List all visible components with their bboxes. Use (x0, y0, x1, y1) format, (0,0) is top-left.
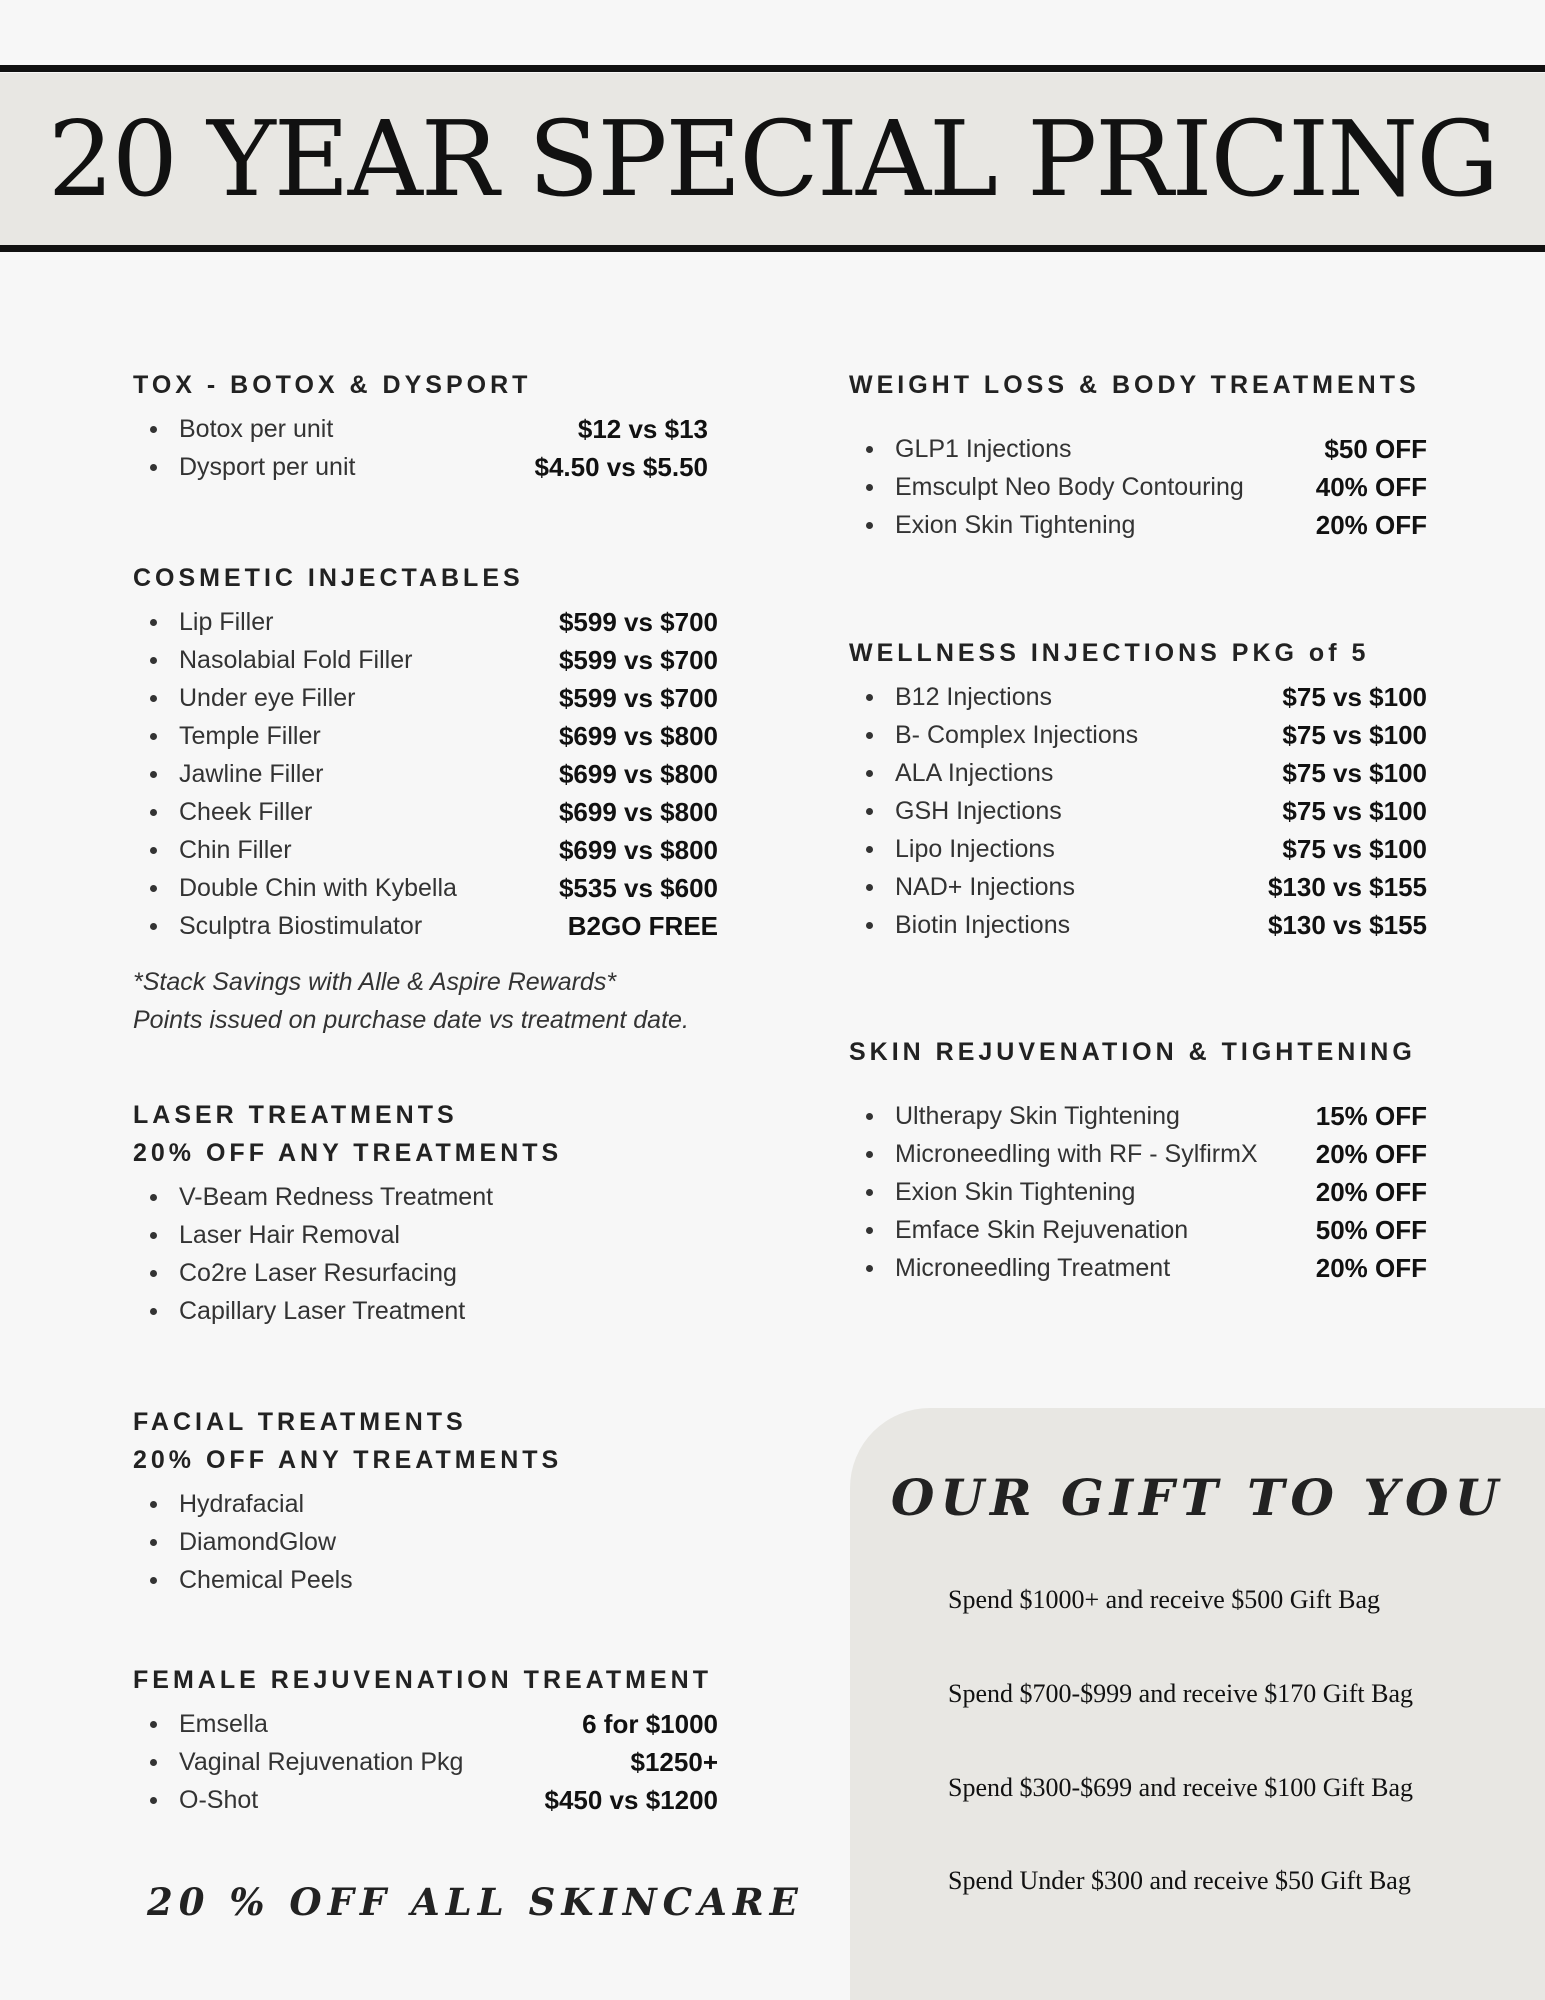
cosmetic-list (133, 603, 718, 945)
item-label: Lip Filler (179, 607, 274, 636)
gift-tier: Spend $1000+ and receive $500 Gift Bag (948, 1585, 1381, 1614)
item-label: Chemical Peels (179, 1565, 353, 1594)
item-price: 20% OFF (1315, 509, 1427, 540)
item-price: 20% OFF (1315, 1176, 1427, 1207)
list-item (133, 410, 708, 448)
item-price: 20% OFF (1315, 1138, 1427, 1169)
facial-section (133, 1403, 718, 1599)
cosmetic-section (133, 559, 718, 1039)
item-label: Co2re Laser Resurfacing (179, 1258, 457, 1287)
list-item (849, 1249, 1427, 1287)
item-price: $699 vs $800 (558, 720, 718, 751)
list-item (849, 1135, 1427, 1173)
list-item (849, 430, 1427, 468)
item-price: 40% OFF (1315, 471, 1427, 502)
gift-tier: Spend $700-$999 and receive $170 Gift Bag (948, 1679, 1414, 1708)
item-label: Chin Filler (179, 835, 292, 864)
list-item (849, 468, 1427, 506)
list-item (133, 641, 718, 679)
list-item (133, 869, 718, 907)
female-title: FEMALE REJUVENATION TREATMENT (133, 1666, 712, 1694)
top-rule (0, 65, 1545, 72)
item-label: Microneedling with RF - SylfirmX (895, 1139, 1258, 1168)
tox-list (133, 410, 708, 486)
list-item (133, 1485, 718, 1523)
weight-title: WEIGHT LOSS & BODY TREATMENTS (849, 371, 1420, 399)
item-price: $450 vs $1200 (544, 1784, 718, 1815)
list-item (133, 1705, 718, 1743)
item-label: Exion Skin Tightening (895, 1177, 1136, 1206)
item-label: Ultherapy Skin Tightening (895, 1101, 1180, 1130)
item-price: $699 vs $800 (558, 796, 718, 827)
item-label: Microneedling Treatment (895, 1253, 1171, 1282)
page-title: 20 YEAR SPECIAL PRICING (47, 98, 1498, 220)
item-price: 20% OFF (1315, 1252, 1427, 1283)
facial-subtitle: 20% OFF ANY TREATMENTS (133, 1446, 563, 1474)
gift-tier: Spend Under $300 and receive $50 Gift Bag (948, 1866, 1411, 1895)
note-line: *Stack Savings with Alle & Aspire Rewards* (133, 968, 617, 996)
list-item (133, 831, 718, 869)
item-price: 6 for $1000 (582, 1708, 718, 1739)
item-price: $12 vs $13 (577, 413, 708, 444)
list-item (133, 1216, 718, 1254)
note-line: Points issued on purchase date vs treatment date. (133, 1006, 689, 1034)
item-label: Dysport per unit (179, 452, 356, 481)
item-label: Exion Skin Tightening (895, 510, 1136, 539)
skincare-offer: 20 % OFF ALL SKINCARE (147, 1880, 804, 1924)
title-banner (0, 73, 1545, 245)
item-label: Laser Hair Removal (179, 1220, 400, 1249)
item-price: $130 vs $155 (1267, 871, 1427, 902)
item-price: $50 OFF (1324, 433, 1427, 464)
item-label: Biotin Injections (895, 910, 1071, 939)
item-label: Temple Filler (179, 721, 321, 750)
list-item (849, 792, 1427, 830)
tox-title: TOX - BOTOX & DYSPORT (133, 371, 532, 399)
laser-section (133, 1096, 718, 1330)
item-price: $75 vs $100 (1282, 833, 1427, 864)
item-label: B- Complex Injections (895, 720, 1139, 749)
list-item (133, 1523, 718, 1561)
facial-list (133, 1485, 718, 1599)
item-label: Emface Skin Rejuvenation (895, 1215, 1189, 1244)
wellness-title: WELLNESS INJECTIONS PKG of 5 (849, 639, 1370, 667)
item-price: $535 vs $600 (558, 872, 718, 903)
item-label: Jawline Filler (179, 759, 324, 788)
item-price: 50% OFF (1315, 1214, 1427, 1245)
list-item (133, 1178, 718, 1216)
list-item (849, 830, 1427, 868)
laser-subtitle: 20% OFF ANY TREATMENTS (133, 1139, 563, 1167)
list-item (133, 1743, 718, 1781)
list-item (133, 717, 718, 755)
skin-list (849, 1097, 1427, 1287)
item-label: Sculptra Biostimulator (179, 911, 423, 940)
female-section (133, 1661, 718, 1819)
list-item (849, 1097, 1427, 1135)
weight-section (849, 366, 1427, 544)
item-label: Emsella (179, 1709, 268, 1738)
item-label: Nasolabial Fold Filler (179, 645, 413, 674)
tox-section (133, 366, 708, 486)
item-label: NAD+ Injections (895, 872, 1075, 901)
gift-tier: Spend $300-$699 and receive $100 Gift Bag (948, 1773, 1414, 1802)
item-label: Hydrafacial (179, 1489, 305, 1518)
item-label: Emsculpt Neo Body Contouring (895, 472, 1244, 501)
list-item (133, 448, 708, 486)
item-label: B12 Injections (895, 682, 1053, 711)
item-label: V-Beam Redness Treatment (179, 1182, 494, 1211)
facial-title: FACIAL TREATMENTS (133, 1408, 467, 1436)
item-label: Lipo Injections (895, 834, 1055, 863)
wellness-section (849, 634, 1427, 944)
item-label: DiamondGlow (179, 1527, 337, 1556)
item-price: $4.50 vs $5.50 (534, 451, 708, 482)
skin-title: SKIN REJUVENATION & TIGHTENING (849, 1038, 1416, 1066)
list-item (133, 1781, 718, 1819)
item-price: $599 vs $700 (558, 682, 718, 713)
list-item (133, 793, 718, 831)
list-item (133, 755, 718, 793)
item-label: Vaginal Rejuvenation Pkg (179, 1747, 464, 1776)
skin-section (849, 1033, 1427, 1287)
laser-title: LASER TREATMENTS (133, 1101, 458, 1129)
list-item (133, 1292, 718, 1330)
item-price: $75 vs $100 (1282, 795, 1427, 826)
list-item (133, 1561, 718, 1599)
laser-list (133, 1178, 718, 1330)
item-label: Botox per unit (179, 414, 334, 443)
list-item (849, 1173, 1427, 1211)
item-label: O-Shot (179, 1785, 259, 1814)
item-price: $75 vs $100 (1282, 681, 1427, 712)
gift-title: OUR GIFT TO YOU (890, 1468, 1505, 1527)
item-price: $599 vs $700 (558, 644, 718, 675)
item-label: Double Chin with Kybella (179, 873, 457, 902)
list-item (849, 1211, 1427, 1249)
bottom-rule (0, 245, 1545, 252)
item-price: $75 vs $100 (1282, 719, 1427, 750)
item-price: $1250+ (630, 1746, 718, 1777)
item-price: B2GO FREE (567, 910, 718, 941)
list-item (849, 754, 1427, 792)
list-item (133, 603, 718, 641)
weight-list (849, 430, 1427, 544)
item-label: ALA Injections (895, 758, 1054, 787)
item-label: Under eye Filler (179, 683, 356, 712)
wellness-list (849, 678, 1427, 944)
list-item (133, 1254, 718, 1292)
list-item (849, 716, 1427, 754)
item-price: $75 vs $100 (1282, 757, 1427, 788)
female-list (133, 1705, 718, 1819)
item-label: GLP1 Injections (895, 434, 1072, 463)
item-price: $699 vs $800 (558, 758, 718, 789)
list-item (849, 678, 1427, 716)
list-item (849, 506, 1427, 544)
cosmetic-title: COSMETIC INJECTABLES (133, 564, 524, 592)
item-price: $699 vs $800 (558, 834, 718, 865)
gift-panel (850, 1408, 1545, 2000)
item-label: Cheek Filler (179, 797, 313, 826)
list-item (849, 868, 1427, 906)
list-item (133, 679, 718, 717)
list-item (849, 906, 1427, 944)
rewards-note (133, 963, 718, 1039)
item-price: $599 vs $700 (558, 606, 718, 637)
list-item (133, 907, 718, 945)
item-price: $130 vs $155 (1267, 909, 1427, 940)
item-label: GSH Injections (895, 796, 1062, 825)
item-label: Capillary Laser Treatment (179, 1296, 466, 1325)
item-price: 15% OFF (1315, 1100, 1427, 1131)
